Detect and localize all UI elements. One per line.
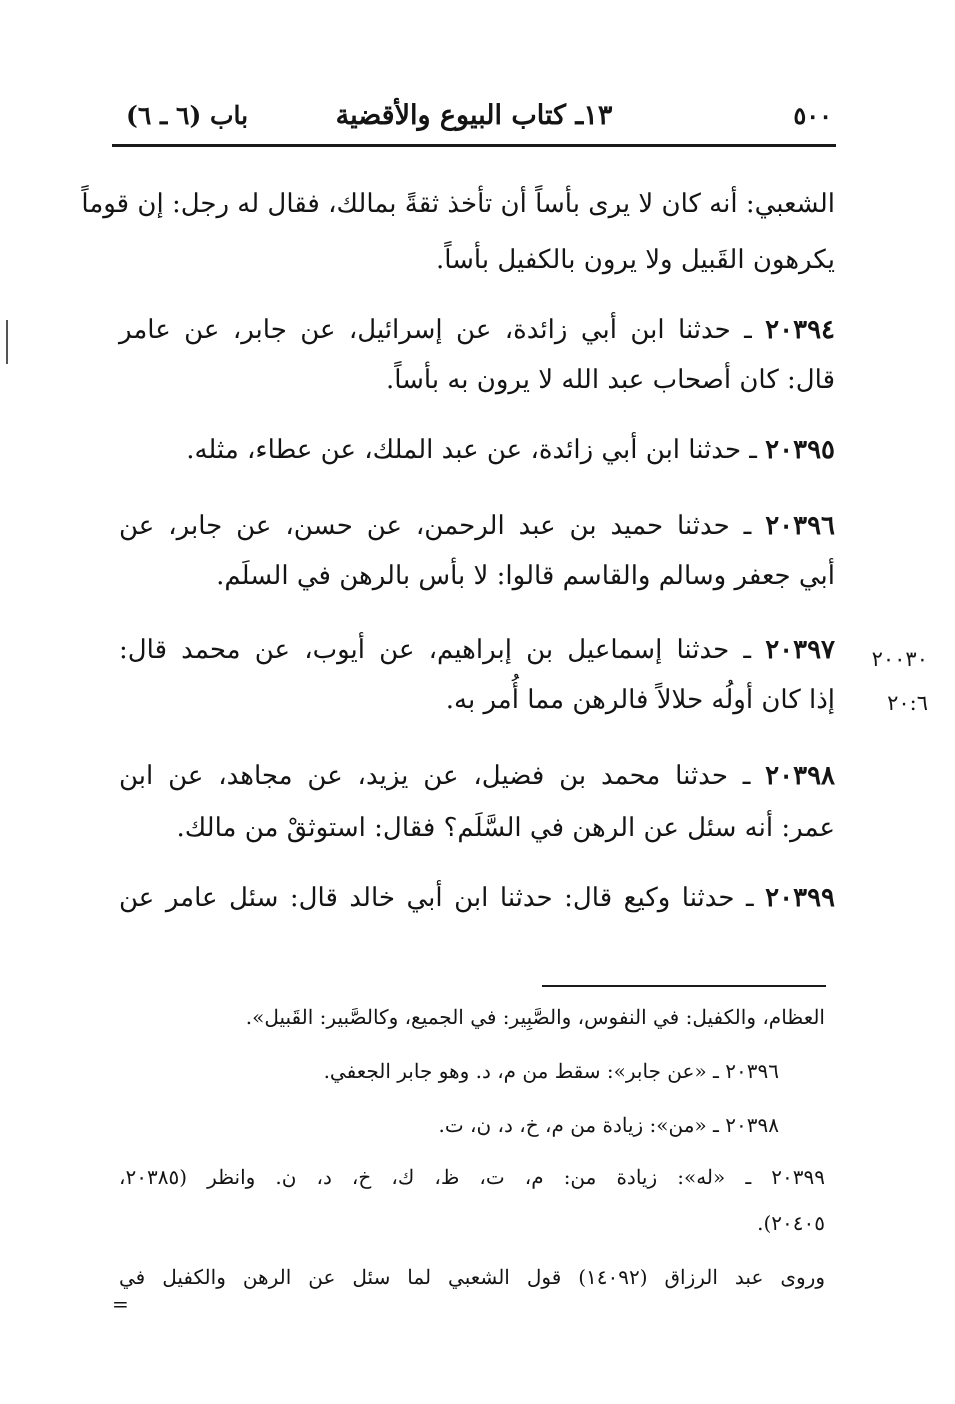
footnote-line: العظام، والكفيل: في النفوس، والصَّبِير: في الجميع، وكالصَّبير: القَبيل». (245, 1005, 825, 1029)
continuation-mark: = (112, 1292, 129, 1316)
text-line: قال: كان أصحاب عبد الله لا يرون به بأساً. (385, 365, 835, 395)
margin-reference: ٢٠٠٣٠ (871, 647, 928, 671)
footnote-divider (542, 985, 826, 987)
hadith-20399 (119, 878, 835, 918)
footnote-20398: ٢٠٣٩٨ ـ «من»: زيادة من م، خ، د، ن، ت. (438, 1113, 779, 1137)
hadith-text: ـ حدثنا حميد بن عبد الرحمن، عن حسن، عن جابر، عن (119, 511, 752, 541)
text-line: إذا كان أولُه حلالاً فالرهن مما أُمر به. (445, 685, 835, 715)
hadith-number: ٢٠٣٩٩ (765, 883, 835, 913)
margin-reference: ٢٠:٦ (887, 691, 928, 715)
page-number: ٥٠٠ (793, 101, 832, 130)
text-line: يكرهون القَبيل ولا يرون بالكفيل بأساً. (435, 245, 835, 275)
hadith-20395 (119, 430, 835, 470)
scan-edge-mark (6, 320, 8, 364)
hadith-text: ـ حدثنا ابن أبي زائدة، عن عبد الملك، عن عطاء، مثله. (186, 435, 757, 465)
hadith-text: ـ حدثنا ابن أبي زائدة، عن إسرائيل، عن جابر، عن عامر (119, 315, 752, 345)
hadith-number: ٢٠٣٩٦ (765, 511, 836, 541)
hadith-text: ـ حدثنا وكيع قال: حدثنا ابن أبي خالد قال: سئل عامر عن (119, 883, 754, 913)
hadith-number: ٢٠٣٩٥ (765, 435, 835, 465)
hadith-number: ٢٠٣٩٤ (765, 315, 835, 345)
text-line: عمر: أنه سئل عن الرهن في السَّلَم؟ فقال: استوثقْ من مالك. (176, 813, 835, 843)
hadith-number: ٢٠٣٩٧ (765, 635, 836, 665)
hadith-text: ـ حدثنا محمد بن فضيل، عن يزيد، عن مجاهد، عن ابن (119, 761, 751, 791)
text-line: أبي جعفر وسالم والقاسم قالوا: لا بأس بالرهن في السلَم. (216, 561, 835, 591)
hadith-number: ٢٠٣٩٨ (765, 761, 835, 791)
hadith-20394 (119, 310, 835, 350)
chapter-label: باب (٦ ـ ٦) (126, 101, 249, 130)
hadith-20397 (119, 630, 835, 670)
text-line: الشعبي: أنه كان لا يرى بأساً أن تأخذ ثقةً بمالك، فقال له رجل: إن قوماً (81, 189, 835, 219)
footnote-line: ٢٠٤٠٥). (757, 1211, 825, 1235)
footnote-20396: ٢٠٣٩٦ ـ «عن جابر»: سقط من م، د. وهو جابر الجعفي. (323, 1059, 779, 1083)
book-title: ١٣ـ كتاب البيوع والأقضية (335, 100, 613, 131)
footnote-20399: ٢٠٣٩٩ ـ «له»: زيادة من: م، ت، ظ، ك، خ، د، ن. وانظر (٢٠٣٨٥، (119, 1165, 825, 1189)
hadith-20398 (119, 756, 835, 796)
footnote-line: وروى عبد الرزاق (١٤٠٩٢) قول الشعبي لما سئل عن الرهن والكفيل في (119, 1265, 825, 1289)
hadith-20396 (119, 506, 835, 546)
hadith-text: ـ حدثنا إسماعيل بن إبراهيم، عن أيوب، عن محمد قال: (119, 635, 751, 665)
page-header (112, 96, 836, 147)
